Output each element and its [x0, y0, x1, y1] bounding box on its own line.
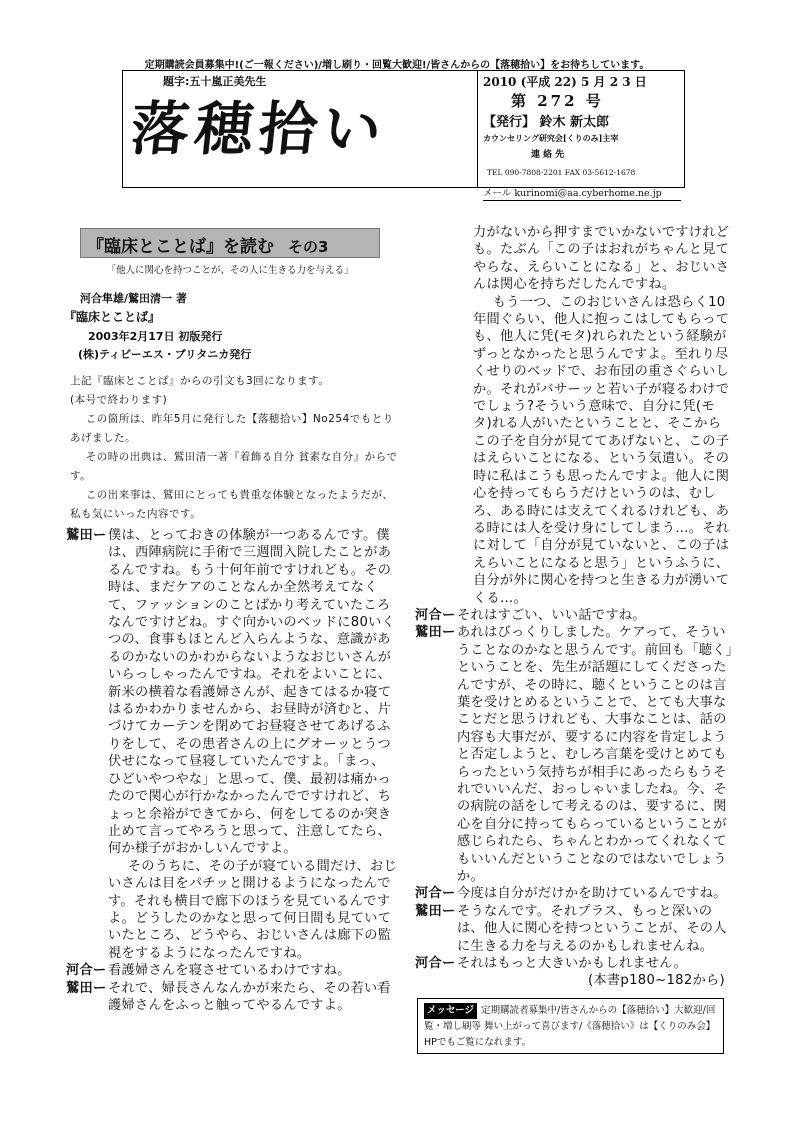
speaker: 鷲田ー: [415, 625, 456, 641]
dialogue-turn: [415, 607, 733, 624]
book-title: 『臨床とことば』: [64, 310, 161, 324]
speech: 看護婦さんを寝させているわけですね。: [108, 963, 351, 979]
tel-fax: TEL 090-7808-2201 FAX 03-5612-1678: [487, 168, 636, 177]
masthead-info: [483, 71, 681, 201]
top-notice: 定期購読会員募集中!(ご一報ください)/増し刷り・回覧大歓迎!/皆さんからの【落穂拾い】をお待ちしています。: [144, 60, 650, 71]
message-tag: メッセージ: [424, 1003, 477, 1019]
lead-line: 上記『臨床とことば』からの引文も3回になります。: [70, 375, 330, 387]
masthead: [122, 70, 685, 199]
speaker: 鷲田ー: [66, 528, 107, 543]
article-subtitle: 「他人に関心を持つことが、その人に生きる力を与える」: [106, 265, 354, 276]
dialogue-turn: [415, 885, 733, 902]
dialogue-turn: [415, 903, 733, 955]
organization: カウンセリング研究会[くりのみ]主宰: [483, 133, 619, 143]
speaker: 鷲田ー: [415, 903, 456, 919]
publisher: 【発行】 鈴木 新太郎: [483, 115, 610, 130]
article-title-sub: その3: [288, 238, 329, 256]
issue-date: 2010 (平成 22) 5 月 2 3 日: [483, 75, 647, 89]
dialogue-turn: [415, 294, 733, 607]
source-reference: (本書p180~182から): [587, 973, 725, 989]
speech: もう一つ、このおじいさんは恐らく10年間ぐらい、他人に抱っこはしてもらっても、他人に凭(モタ)れられたという経験がずっとなかったと思うんですよ。至れり尽くせりのベッドで、お布団の重さぐらいしか。それがバサーッと若い子が寝るわけででしょう?そういう意味で、自分に凭(モタ)れる人がいたということと、そこからこの子を自分が見ててあげないと、この子はえらいことになる、という気遣い。その時に私はこうも思ったんですよ。他人に関心を持ってもらうだけというのは、むしろ、ある時には支えてくれるけれども、ある時には人を受け身にしてしまう…。それに対して「自分が見ていないと、この子はえらいことになると思う」というふうに、自分が外に関心を持つと生きる力が湧いてくる…。: [473, 294, 730, 606]
masthead-title-area: [123, 71, 478, 187]
message-box: [417, 998, 724, 1054]
dialogue-turn: [66, 962, 398, 979]
dialogue-turn: [415, 624, 733, 885]
dialogue-turn: [415, 224, 733, 294]
lead-line: この箇所は、昨年5月に発行した【落穂拾い】No254でもとりあげました。: [70, 413, 394, 444]
speech: それはすごい、いい話ですね。: [457, 607, 646, 623]
book-authors: 河合隼雄/鷲田清一 著: [80, 292, 187, 305]
calligraphy-credit: 題字:五十嵐正美先生: [163, 75, 267, 88]
article-title-main: 『臨床とことば』を読む: [87, 237, 274, 257]
email-address: メール kurinomi@aa.cyberhome.ne.jp: [483, 185, 681, 201]
speaker: [415, 224, 473, 294]
book-edition: 2003年2月17日 初版発行: [88, 330, 223, 343]
speaker: 鷲田ー: [66, 980, 107, 996]
speaker: [66, 858, 108, 962]
dialogue-right-column: [415, 224, 733, 990]
speaker: 河合ー: [66, 963, 107, 979]
dialogue-turn: [415, 955, 733, 972]
speaker: [415, 294, 473, 607]
newsletter-title: 落穂拾い: [127, 95, 391, 163]
article-title: [80, 228, 380, 258]
speech: 力がないから押すまでいかないですけれども。たぶん「この子はおれがちゃんと見てやらな、えらいことになる」と、おじいさんは関心を持ちだしたんですね。: [473, 225, 730, 293]
lead-paragraphs: [70, 372, 400, 524]
speech: そのうちに、その子が寝ている間だけ、おじいさんは目をパチッと開けるようになったんです。それも横目で廊下のほうを見ているんですよ。どうしたのかなと思って何日間も見ていていたところ、どうやら、おじいさんは廊下の監視をするようになったんですね。: [108, 858, 398, 961]
speaker: 河合ー: [415, 607, 456, 623]
dialogue-turn: [66, 980, 398, 1015]
speech: それで、婦長さんなんかが来たら、その若い看護婦さんをふっと触ってやるんですよ。: [108, 980, 391, 1013]
lead-line: この出来事は、鷲田にとっても貴重な体験となったようだが、私も気にいった内容です。: [70, 489, 394, 520]
speech: そうなんです。それプラス、もっと深いのは、他人に関心を持つということが、その人に生きる力を与えるのかもしれませんね。: [457, 903, 727, 954]
speaker: 河合ー: [415, 956, 456, 972]
dialogue-turn: [66, 527, 398, 858]
dialogue-turn: [66, 858, 398, 962]
book-publisher: (株)ティビーエス・ブリタニカ発行: [78, 348, 252, 361]
speaker: 河合ー: [415, 886, 456, 902]
lead-line: その時の出典は、鷲田清一著『着飾る自分 貧素な自分』からです。: [70, 451, 398, 482]
contact-label: 連 絡 先: [531, 150, 565, 160]
dialogue-left-column: [66, 527, 398, 1014]
speech: 今度は自分がだけかを助けているんですね。: [457, 886, 727, 902]
issue-number: 第 272 号: [511, 92, 604, 110]
speech: それはもっと大きいかもしれません。: [457, 956, 688, 972]
speech: 僕は、とっておきの体験が一つあるんです。僕は、西陣病院に手術で三週間入院したことがあるんですね。もう十何年前ですけれども。その時は、まだケアのことなんか全然考えてなくて、ファッションのことばかり考えていたころなんですけどね。すぐ向かいのベッドに80いくつの、食事もほとんど入らんような、意識があるのかないのかわからないようなおじいさんがいらっしゃったんですね。それをよいことに、新米の横着な看護婦さんが、起きてはるか寝てはるかわかりませんから、お昼時が済むと、片づけてカーテンを閉めてお昼寝させてあげるふりをして、その患者さんの上にグオーッとうつ伏せになって昼寝していたんですよ。「まっ、ひどいやつやな」と思って、僕、最初は痛かったので関心が行かなかったんでですけれど、ちょっと余裕ができてから、何をしてるのか突き止めて言ってやろうと思って、注意してたら、何か様子がおかしいんですよ。: [108, 528, 396, 857]
speech: あれはびっくりしました。ケアって、そういうことなのかなと思うんです。前回も「聴く」ということを、先生が話題にしてくださったんですが、その時に、聴くということのは言葉を受けとめるということで、とても大事なことだと思うけれども、大事なことは、話の内容も大事だが、要するに内容を肯定しようと否定しようと、むしろ言葉を受けとめてもらったという気持ちが相手にあったらもうそれでいいんだ、おっしゃいましたね。今、その病院の話をして考えるのは、要するに、関心を自分に持ってもらっているということが感じられたら、ちゃんとわかってくれなくてもいいんだということなのではないでしょうか。: [457, 625, 733, 885]
lead-line: (本号で終わります): [70, 394, 168, 406]
message-text: 定期購読者募集中/皆さんからの【落穂拾い】大歓迎/回覧・増し刷等 舞い上がって喜びます/《落穂拾い》は【くりのみ会】HPでもご覧になれます。: [424, 1005, 716, 1048]
